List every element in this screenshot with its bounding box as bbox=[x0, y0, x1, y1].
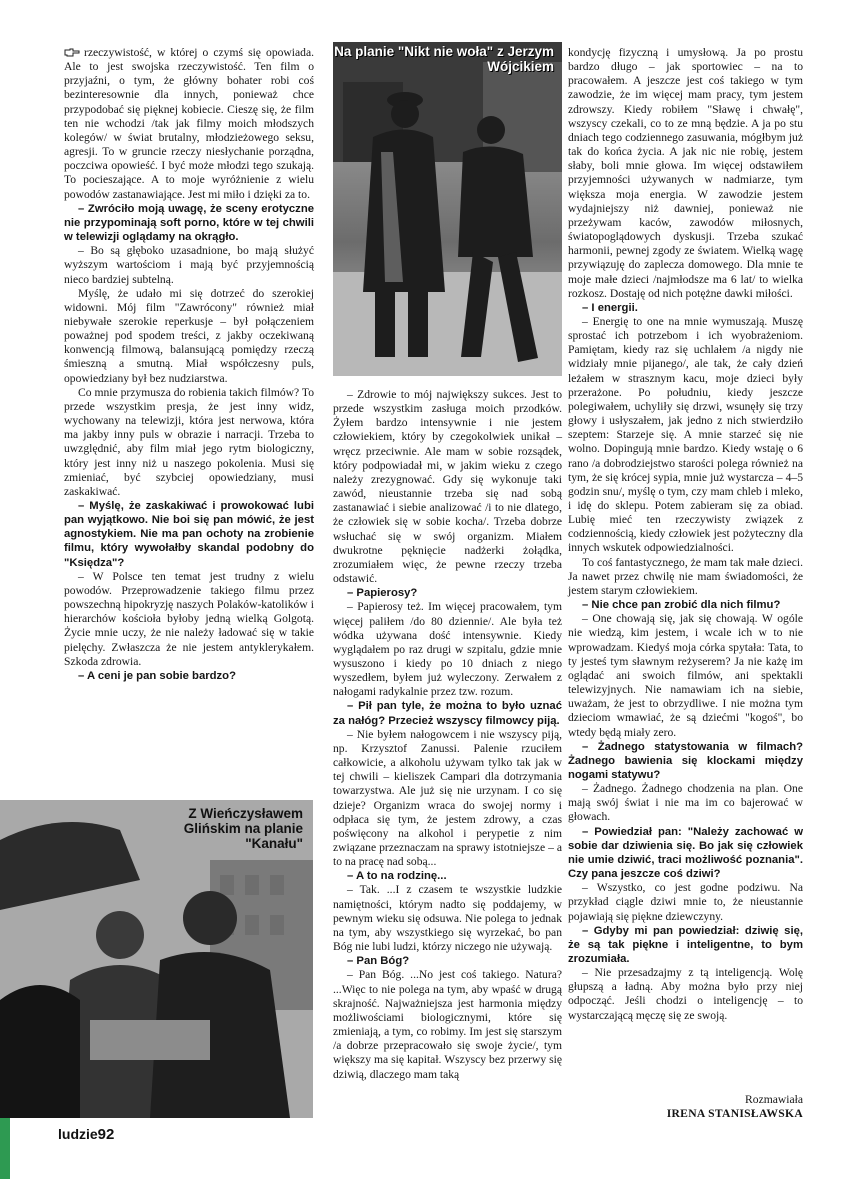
author-signature bbox=[568, 1093, 803, 1121]
film-set-figures-illustration bbox=[333, 42, 562, 376]
interview-paragraph: – One chowają się, jak się chowają. W ogóle nie wiedzą, kim jestem, i wcale ich w to nie wprowadzam. Kiedyś moja córka spytała: Tata, to ty jesteś tym sławnym reżyserem? Ja nie każę im oglądać ani swoich filmów, ani spektakli telewizyjnych. Nie namawiam ich na siebie, uważam, że jest to obrzydliwe. I nie można tym dzieciom wmawiać, że są dziećmi "kogoś", bo wtedy będą miały zero. bbox=[568, 612, 803, 739]
interview-question: – Żadnego statystowania w filmach? Żadnego bawienia się klockami między nogami statywu? bbox=[568, 740, 803, 781]
interview-question: – I energii. bbox=[582, 301, 638, 314]
interview-paragraph: Myślę, że udało mi się dotrzeć do szerokiej widowni. Mój film "Zawrócony" również miał niebywałe szerokie reperkusje – był połączeniem poważnej pod spodem treści, z jakby oczekiwaną konwencją filmową, balansującą pomiędzy rzeczą śmieszną a smutną. Miał współczesny puls, opowiedziany był bez nudziarstwa. bbox=[64, 286, 314, 385]
photo-kanal bbox=[0, 800, 313, 1118]
interview-question: – Pił pan tyle, że można to było uznać za nałóg? Przecież wszyscy filmowcy piją. bbox=[333, 700, 562, 727]
article-column-2 bbox=[333, 388, 562, 1082]
interview-question: – A to na rodzinę... bbox=[347, 870, 447, 883]
interview-paragraph: – Bo są głęboko uzasadnione, bo mają służyć wyższym wartościom i mają być przyjemnością nieco bardziej subtelną. bbox=[64, 244, 314, 286]
interview-paragraph: kondycję fizyczną i umysłową. Ja po prostu bardzo długo – jak sportowiec – na to pracowałem. A jeszcze jest coś takiego w tym zawodzie, że im więcej mam pracy, tym jestem zdrowszy. Kiedy robiłem "Sławę i chwałę", wszyscy czekali, co to ze mną będzie. A ja po stu dniach tego codziennego zasuwania, mógłbym już tak do końca życia. A jak nic nie robię, jestem słaby, boli mnie głowa. Im więcej odstawiłem przyjemności używanych w nadmiarze, tym większa moja energia. W zawodzie jestem wydajniejszy niż dawniej, ponieważ nie przeżywam kaców, zawodów miłosnych, światopoglądowych dyskusji. Trzeba szukać harmonii, pewnej zgody ze światem. Wielką wagę przywiązuję do zaplecza domowego. Dla mnie te moje małe dzieci /najmłodsze ma 6 lat/ to wielka rozkosz. Dostaję od nich potężne dawki miłości. bbox=[568, 46, 803, 300]
article-column-3 bbox=[568, 46, 803, 1023]
interview-paragraph: Co mnie przymusza do robienia takich filmów? To przede wszystkim presja, że jest inny widz, wychowany na telewizji, która jest nerwowa, która ma jakby inny puls w obrazie i narracji. Trzeba to uwzględnić, aby film miał jego rytm biologiczny, który jest inny niż u naszego pokolenia. Musi się zmieniać, być szybciej opowiedziany, musi zaskakiwać. bbox=[64, 385, 314, 498]
interview-paragraph: – Żadnego. Żadnego chodzenia na plan. One mają swój świat i nie ma im co bajerować w głowach. bbox=[568, 782, 803, 824]
author-name: IRENA STANISŁAWSKA bbox=[666, 1107, 803, 1120]
interview-question: – Nie chce pan zrobić dla nich filmu? bbox=[582, 599, 781, 612]
interview-paragraph: – Wszystko, co jest godne podziwu. Na przykład ciągle dziwi mnie to, że nieustannie pojawiają się piękne dziewczyny. bbox=[568, 881, 803, 923]
interview-paragraph: – Nie byłem nałogowcem i nie wszyscy piją, np. Krzysztof Zanussi. Palenie rzuciłem całkowicie, a alkoholu używam tylko tak jak w tej chwili – kieliszek Campari dla dotrzymania towarzystwa. Ale już się nie urzynam. I co się dzieje? Organizm wraca do swojej normy i odpłaca się tym, że jestem zdrowy, a czas poświęcony na alkohol i perypetie z nim związane przeznaczam na sprawy istotniejsze – a to na pracę nad sobą... bbox=[333, 727, 562, 869]
magazine-name: ludzie bbox=[58, 1126, 98, 1142]
interview-question: – A ceni je pan sobie bardzo? bbox=[78, 669, 236, 682]
interview-question: – Pan Bóg? bbox=[347, 955, 410, 968]
interview-question: – Myślę, że zaskakiwać i prowokować lubi pan wyjątkowo. Nie boi się pan mówić, że jest agnostykiem. Nie ma pan ochoty na zrobienie filmu, który wywołałby skandal podobny do "Księdza"? bbox=[64, 500, 314, 569]
page-footer bbox=[0, 1118, 115, 1179]
interview-paragraph: – Papierosy też. Im więcej pracowałem, tym więcej paliłem /do 80 dziennie/. Ale była też wódka używana dość intensywnie. Kiedy wyglądałem po raz drugi w szpitalu, gdzie mnie wysuszono i kiedy po 10 dniach z niego wyszedłem, byłem już wyleczony. Zerwałem z nałogami radykalnie przez tzw. rozum. bbox=[333, 600, 562, 699]
interview-paragraph: To coś fantastycznego, że mam tak małe dzieci. Ja nawet przez chwilę nie mam świadomości, że jestem starym człowiekiem. bbox=[568, 555, 803, 597]
interview-question: – Gdyby mi pan powiedział: dziwię się, że są tak piękne i inteligentne, to bym zrozumiała. bbox=[568, 924, 803, 965]
page-number: 92 bbox=[97, 1126, 115, 1143]
interview-paragraph: – Nie przesadzajmy z tą inteligencją. Wolę głupszą a ładną. Aby można było przy niej odpocząć. Jeśli chodzi o inteligencję – to wystarczającą męczę się ze swoją. bbox=[568, 966, 803, 1022]
interview-question: – Papierosy? bbox=[347, 587, 418, 600]
photo-caption: Na planie "Nikt nie woła" z Jerzym Wójcikiem bbox=[334, 44, 554, 74]
interview-paragraph: – Energię to one na mnie wymuszają. Muszę sprostać ich potrzebom i ich wyobrażeniom. Pamiętam, kiedy raz się uchlałem /a nigdy nie widziały mnie pijanego/, ale tak, że cały dzień leżałem w strasznym kacu, moje dzieci były przerażone. Po południu, kiedy jeszcze polegiwałem, uchyliły się drzwi, wsunęły się trzy głowy i usłyszałem, jak jedno z nich stwierdziło szeptem: Starzeje się. A mnie starzeć się nie wolno. Dopingują mnie bardzo. Kiedy wstaję o 6 rano /a dobrodziejstwo starości polega również na tym, że się krócej sypia, mnie już wystarcza – 4–5 godzin snu/, myślę o tym, czy mam chleb i mleko, i idę do sklepu. Potem zabieram się za obiad. Lubię mieć ten rzeczywisty związek z codziennością, kiedy człowiek jest pożyteczny dla innych wskutek odpowiedzialności. bbox=[568, 314, 803, 555]
photo-caption: Z Wieńczysławem Glińskim na planie "Kanału" bbox=[183, 806, 303, 851]
interview-paragraph: – Pan Bóg. ...No jest coś takiego. Natura? ...Więc to nie polega na tym, aby wpaść w drugą skrajność. Najważniejsza jest harmonia między możliwościami biologicznymi, które się zmieniają, a tym, co robimy. Im jest się starszym /a dobrze przepracowało się swoje życie/, tym większy ma się kapitał. Wszyscy bez przerwy się dziwią, dlaczego mam taką bbox=[333, 968, 562, 1081]
interview-paragraph: – W Polsce ten temat jest trudny z wielu powodów. Przeprowadzenie takiego filmu przez powszechną hipokryzję naszych Polaków-katolików i hierarchów kościoła byłoby jedną wielką Golgotą. Życie mnie uczy, że nie należy ładować się w takie pielęchy. Zwłaszcza że nie jestem antyklerykałem. Szkoda zdrowia. bbox=[64, 569, 314, 668]
photo-nikt-nie-wola bbox=[333, 42, 562, 376]
article-column-1 bbox=[64, 46, 314, 683]
signature-label: Rozmawiała bbox=[745, 1093, 803, 1106]
interview-question: – Powiedział pan: "Należy zachować w sobie dar dziwienia się. Bo jak się człowiek nie umie dziwić, traci możliwość poznania". Czy pana jeszcze coś dziwi? bbox=[568, 825, 803, 881]
interview-paragraph: – Tak. ...I z czasem te wszystkie ludzkie namiętności, którym nadto się poddajemy, w pewnym wieku się odsuwa. Nie polega to jednak na tym, aby wszystkiego się wyrzekać, bo pan Bóg nie lubi ludzi, którzy niczego nie używają. bbox=[333, 883, 562, 954]
interview-paragraph: rzeczywistość, w której o czymś się opowiada. Ale to jest swojska rzeczywistość. Ten film o przyjaźni, o tym, że główny bohater robi coś bezinteresownie dla innych, ponieważ chce przypodobać się pięknej kobiecie. Cieszę się, że film ten nie wchodzi /tak jak filmy moich młodszych kolegów/ w świat brutalny, młodzieżowego seksu, agresji. To w gruncie rzeczy niesłychanie porządna, poczciwa opowieść. I być może młodzi tego szukają. To pocieszające. A to moje wyróżnienie z wielu powodów zastanawiające. Jest mi miło i dzięki za to. bbox=[64, 46, 314, 201]
pointing-hand-icon bbox=[64, 48, 80, 57]
interview-question: – Zwróciło moją uwagę, że sceny erotyczne nie przypominają soft porno, które w tej chwili w telewizji oglądamy na okrągło. bbox=[64, 202, 314, 244]
interview-paragraph: – Zdrowie to mój największy sukces. Jest to przede wszystkim zasługa moich przodków. Żyłem bardzo intensywnie i nie jestem człowiekiem, który by czegokolwiek unikał – wręcz przeciwnie. Ale mam w sobie rozsądek, który podpowiadał mi, w jakim wieku z czego należy zrezygnować. Gdy się wykonuje taki zawód, nieustannie trzeba się nad sobą zastanawiać i siebie analizować /i to nie dlatego, że człowiek się w sobie kocha/. Trzeba dobrze wsłuchać się w swój organizm. Miałem dwukrotne pęknięcie nadżerki żołądka, zrozumiałem więc, że pewne rzeczy trzeba odstawić. bbox=[333, 388, 562, 586]
